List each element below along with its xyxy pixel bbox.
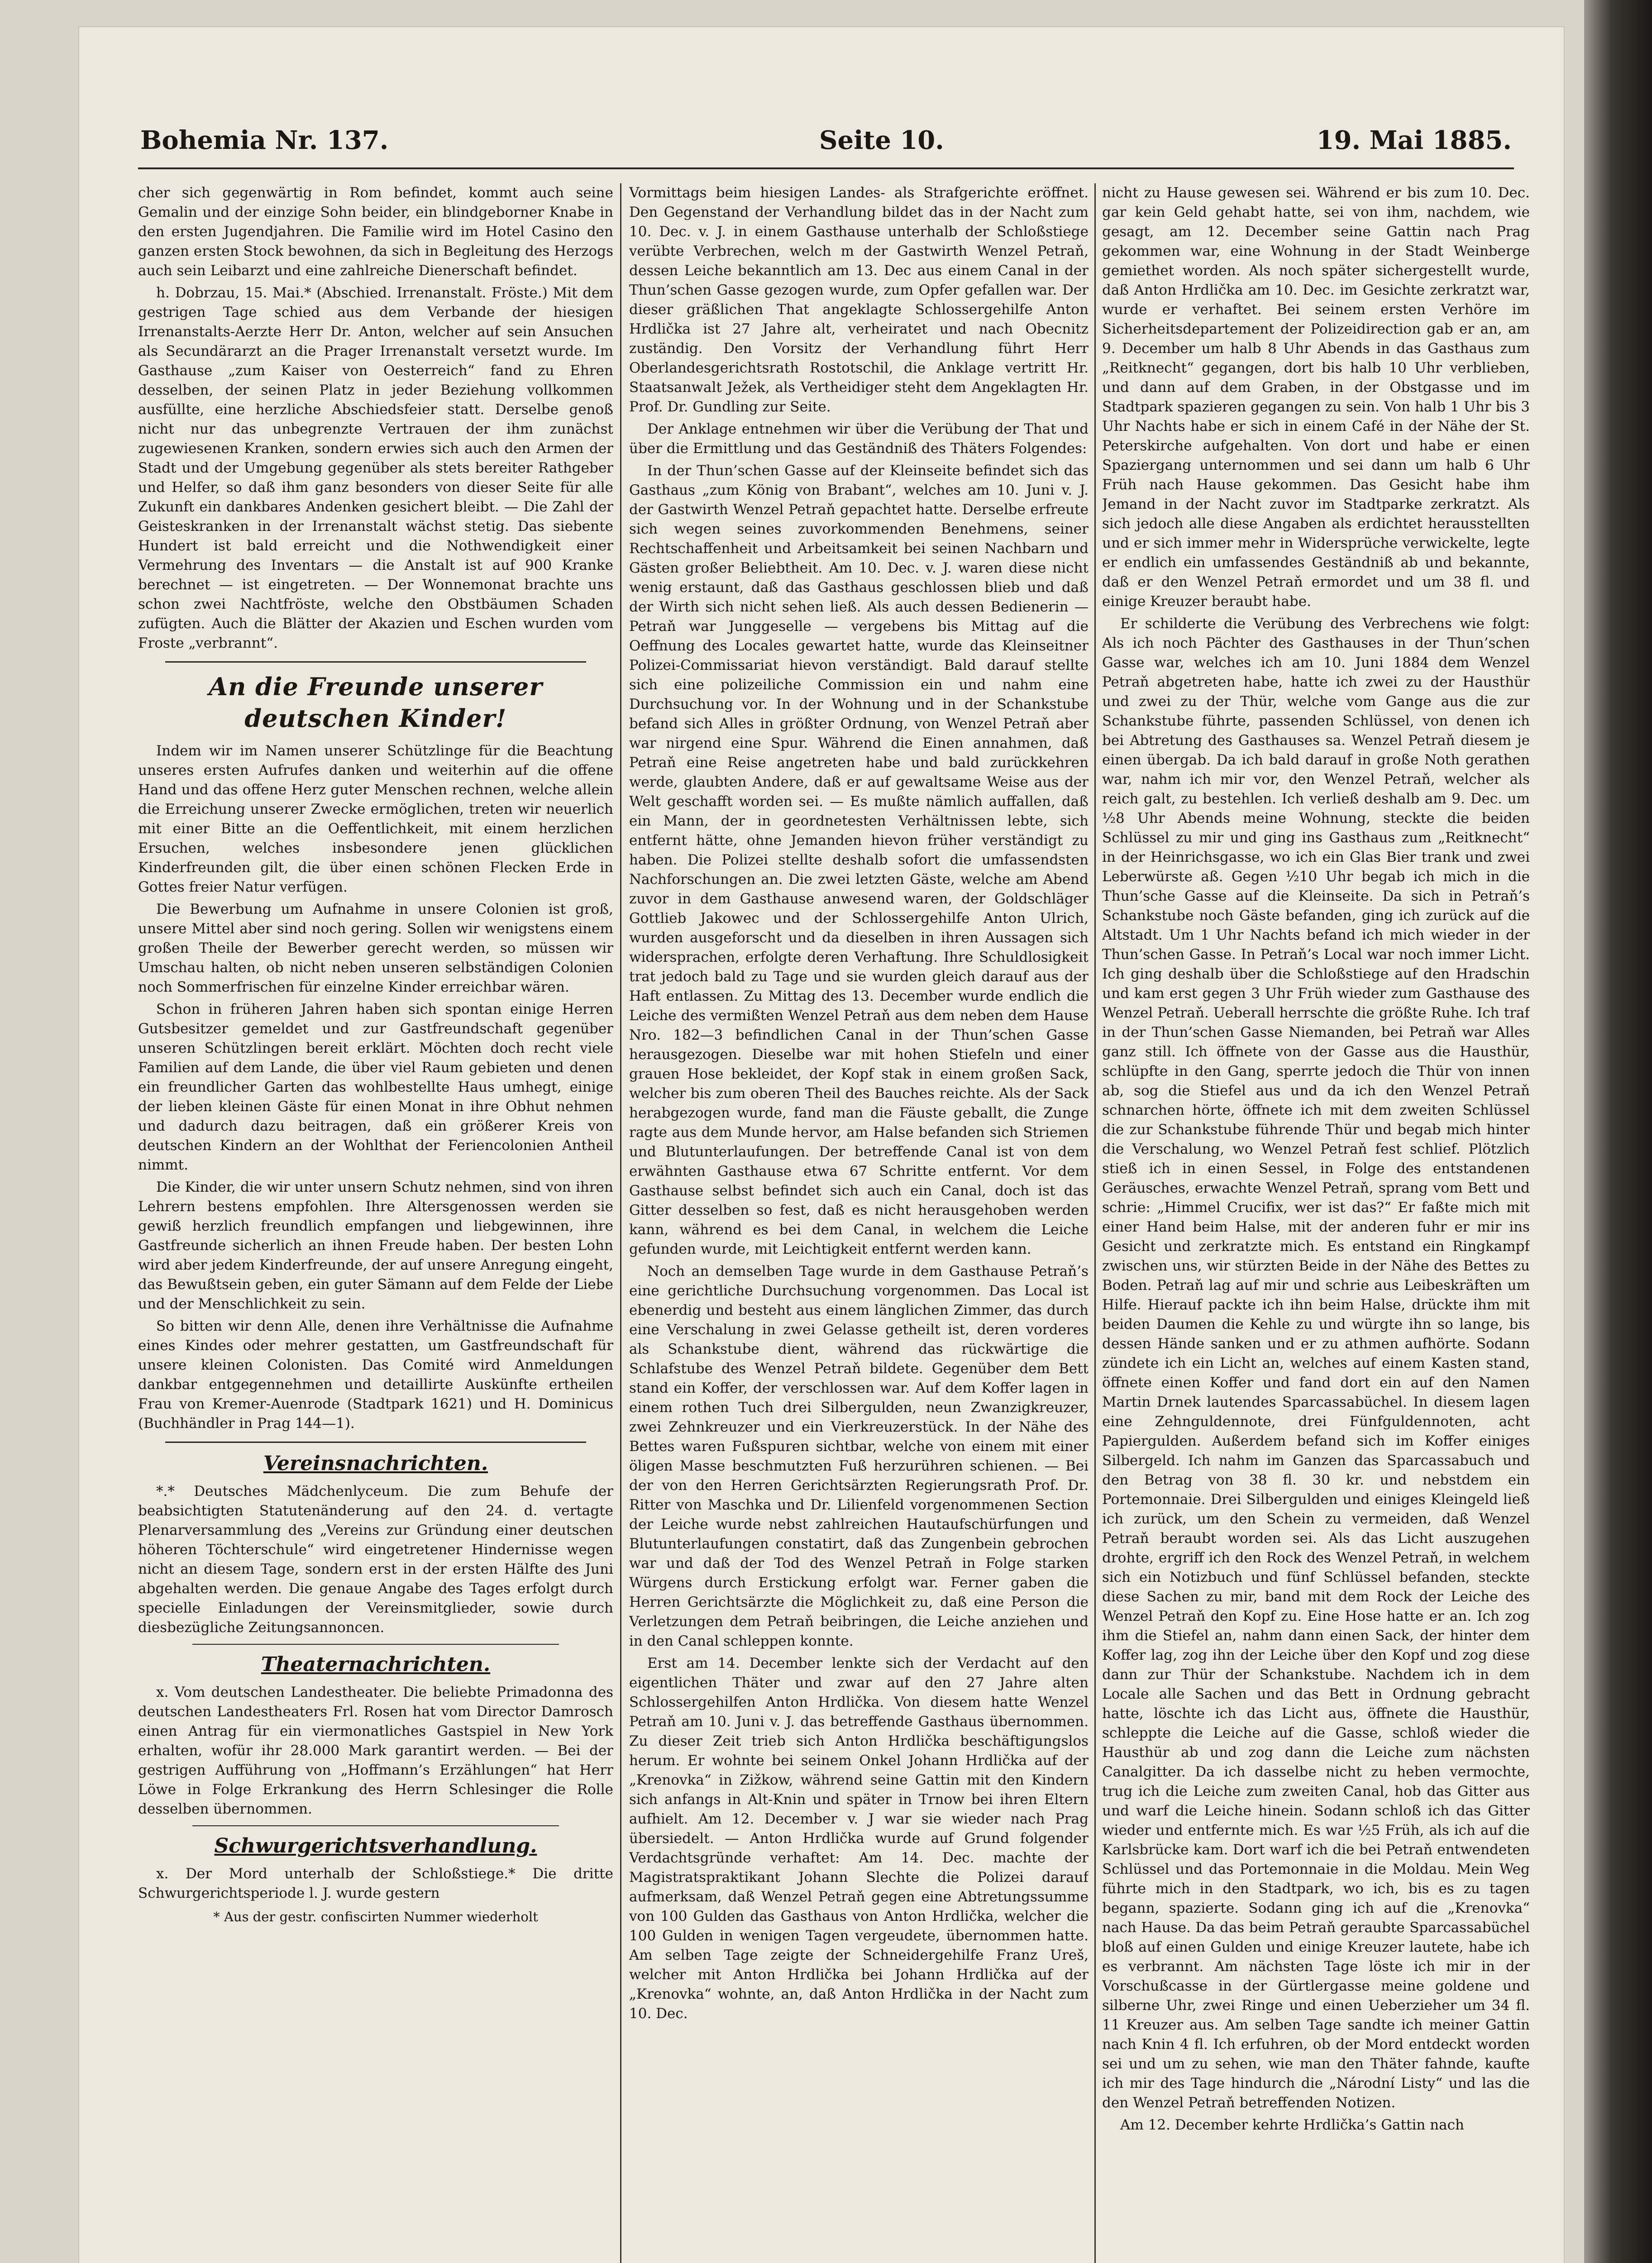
column-2	[629, 183, 1089, 2263]
section-rule	[192, 1825, 559, 1826]
article-text: Er schilderte die Verübung des Verbrechens wie folgt: Als ich noch Pächter des Gasthauses in der Thun’schen Gasse war, welches ich am 10. Juni 1884 dem Wenzel Petraň abgetreten habe, hatte ich zwei zu der Hausthür und zwei zu der Thür, welche vom Gange aus die zur Schankstube führte, passenden Schlüssel, von denen ich bei Abtretung des Gasthauses sa. Wenzel Petraň diesem je einen übergab. Da ich bald darauf in große Noth gerathen war, nahm ich mir vor, den Wenzel Petraň, welcher als reich galt, zu bestehlen. Ich verließ deshalb am 9. Dec. um ½8 Uhr Abends meine Wohnung, steckte die beiden Schlüssel zu mir und ging ins Gasthaus zum „Reitknecht“ in der Heinrichsgasse, wo ich ein Glas Bier trank und zwei Leberwürste aß. Gegen ½10 Uhr begab ich mich in die Thun’sche Gasse auf die Kleinseite. Da sich in Petraň’s Schankstube noch Gäste befanden, ging ich zurück auf die Altstadt. Um 1 Uhr Nachts befand ich mich wieder in der Thun’schen Gasse. In Petraň’s Local war noch immer Licht. Ich ging deshalb über die Schloßstiege auf den Hradschin und kam erst gegen 3 Uhr Früh wieder zum Gasthause des Wenzel Petraň. Ueberall herrschte die größte Ruhe. Ich traf in der Thun’schen Gasse Niemanden, bei Petraň war Alles ganz still. Ich öffnete von der Gasse aus die Hausthür, schlüpfte in den Gang, sperrte jedoch die Thür von innen ab, sog die Stiefel aus und da ich den Wenzel Petraň schnarchen hörte, öffnete ich mit dem zweiten Schlüssel die zur Schankstube führende Thür und begab mich hinter die Verschalung, wo Wenzel Petraň fest schlief. Plötzlich stieß ich in einen Sessel, in Folge des entstandenen Geräusches, erwachte Wenzel Petraň, sprang vom Bett und schrie: „Himmel Crucifix, wer ist das?“ Er faßte mich mit einer Hand beim Halse, mit der anderen fuhr er mir ins Gesicht und zerkratzte mich. Es entstand ein Ringkampf zwischen uns, wir stürzten Beide in der Nähe des Bettes zu Boden. Petraň lag auf mir und schrie aus Leibeskräften um Hilfe. Hierauf packte ich ihn beim Halse, drückte ihm mit beiden Daumen die Kehle zu und würgte ihn so lange, bis dessen Hände sanken und er zu athmen aufhörte. Sodann zündete ich ein Licht an, welches auf einem Kasten stand, öffnete einen Koffer und fand dort ein auf den Namen Martin Drnek lautendes Sparcassabüchel. In diesem lagen eine Zehnguldennote, drei Fünfguldennoten, acht Papiergulden. Außerdem befand sich im Koffer einiges Silbergeld. Ich nahm im Ganzen das Sparcassabuch und den Betrag von 38 fl. 30 kr. und nebstdem ein Portemonnaie. Drei Silbergulden und einiges Kleingeld ließ ich zurück, um den Schein zu vermeiden, daß Wenzel Petraň beraubt worden sei. Als das Licht auszugehen drohte, ergriff ich den Rock des Wenzel Petraň, in welchem sich ein Notizbuch und fünf Schlüssel befanden, steckte diese Sachen zu mir, band mit dem Rock der Leiche des Wenzel Petraň den Kopf zu. Eine Hose hatte er an. Ich zog ihm die Stiefel an, nahm dann einen Sack, der hinter dem Koffer lag, zog ihn der Leiche über den Kopf und zog diese dann zur Thür der Schankstube. Nachdem ich in dem Locale alle Sachen und das Bett in Ordnung gebracht hatte, löschte ich das Licht aus, öffnete die Hausthür, schleppte die Leiche auf die Gasse, schloß wieder die Hausthür ab und zog dann die Leiche zum nächsten Canalgitter. Da ich dasselbe nicht zu heben vermochte, trug ich die Leiche zum zweiten Canal, hob das Gitter aus und warf die Leiche hinein. Sodann schloß ich das Gitter wieder und entfernte mich. Es war ½5 Früh, als ich auf die Karlsbrücke kam. Dort warf ich die bei Petraň entwendeten Schlüssel und das Portemonnaie in die Moldau. Mein Weg führte mich in den Stadtpark, wo ich, bis es zu tagen begann, spazierte. Sodann ging ich auf die „Krenovka“ nach Hause. Da das beim Petraň geraubte Sparcassabüchel bloß auf einen Gulden und einige Kreuzer lautete, habe ich es verbrannt. Am nächsten Tage löste ich mir in der Vorschußcasse in der Gürtlergasse meine goldene und silberne Uhr, zwei Ringe und einen Ueberzieher um 34 fl. 11 Kreuzer aus. Am selben Tage sandte ich meiner Gattin nach Knin 4 fl. Ich erfuhren, ob der Mord entdeckt worden sei und um zu sehen, wie man den Thäter fahnde, kaufte ich mir des Tage hindurch die „Národní Listy“ und las die den Wenzel Petraň betreffenden Notizen.	[1102, 616, 1530, 2111]
article-text: cher sich gegenwärtig in Rom befindet, kommt auch seine Gemalin und der einzige Sohn beider, ein blindgeborner Knabe in den ersten Jugendjahren. Die Familie wird im Hotel Casino den ganzen ersten Stock bewohnen, da sich in Begleitung des Herzogs auch sein Leibarzt und eine zahlreiche Dienerschaft befindet.	[138, 185, 613, 279]
article-text: Am 12. December kehrte Hrdlička’s Gattin nach	[1120, 2117, 1464, 2133]
column-3	[1102, 183, 1530, 2263]
appeal-heading: An die Freunde unserer deutschen Kinder!	[209, 672, 543, 733]
news-item-dobrzau: h. Dobrzau, 15. Mai.* (Abschied. Irrenanstalt. Fröste.) Mit dem gestrigen Tage schied aus dem Verbande der hiesigen Irrenanstalts-Aerzte Herr Dr. Anton, welcher auf sein Ansuchen als Secundärarzt an die Prager Irrenanstalt versetzt wurde. Im Gasthause „zum Kaiser von Oesterreich“ fand zu Ehren desselben, der seinen Platz in jeder Beziehung vollkommen ausfüllte, eine herzliche Abschiedsfeier statt. Derselbe genoß nicht nur das unbegrenzte Vertrauen der ihm zunächst zugewiesenen Kranken, sondern erwies sich auch den Armen der Stadt und der Umgebung gegenüber als stets bereiter Rathgeber und Helfer, so daß ihm ganz besonders von dieser Seite für alle Zukunft ein dankbares Andenken gesichert bleibt. — Die Zahl der Geisteskranken in der Irrenanstalt wächst stetig. Das siebente Hundert ist bald erreicht und die Nothwendigkeit einer Vermehrung des Inventars — die Anstalt ist auf 900 Kranke berechnet — ist eingetreten. — Der Wonnemonat brachte uns schon zwei Nachtfröste, welche den Obstbäumen Schaden zufügten. Auch die Blätter der Akazien und Eschen wurden vom Froste „verbrannt“.	[138, 285, 613, 651]
section-rule	[165, 661, 586, 663]
issue-date: 19. Mai 1885.	[1316, 125, 1512, 155]
appeal-paragraph: Indem wir im Namen unserer Schützlinge für die Beachtung unseres ersten Aufrufes danken und weiterhin auf die offene Hand und das offene Herz guter Menschen rechnen, welche allein die Erreichung unserer Zwecke ermöglichen, treten wir neuerlich mit einer Bitte an die Oeffentlichkeit, mit einem herzlichen Ersuchen, welches insbesondere jenen glücklichen Kinderfreunden gilt, die über einen schönen Flecken Erde in Gottes freier Natur verfügen.	[138, 743, 613, 895]
appeal-paragraph: Die Bewerbung um Aufnahme in unsere Colonien ist groß, unsere Mittel aber sind noch gering. Sollen wir wenigstens einem großen Theile der Bewerber gerecht werden, so müssen wir Umschau halten, ob nicht neben unseren selbständigen Colonien noch Sommerfrischen für einzelne Kinder erreichbar wären.	[138, 901, 613, 995]
appeal-paragraph: So bitten wir denn Alle, denen ihre Verhältnisse die Aufnahme eines Kindes oder mehrer gestatten, um Gastfreundschaft für unsere kleinen Colonisten. Das Comité wird Anmeldungen dankbar entgegennehmen und detaillirte Auskünfte ertheilen Frau von Kremer-Auenrode (Stadtpark 1621) und H. Dominicus (Buchhändler in Prag 144—1).	[138, 1318, 613, 1432]
article-text: nicht zu Hause gewesen sei. Während er bis zum 10. Dec. gar kein Geld gehabt hatte, sei von ihm, nachdem, wie gesagt, am 12. December seine Gattin nach Prag gekommen war, eine Wohnung in der Stadt Weinberge gemiethet worden. Als noch später sichergestellt wurde, daß Anton Hrdlička am 10. Dec. im Gesichte zerkratzt war, wurde er verhaftet. Bei seinem ersten Verhöre im Sicherheitsdepartement der Polizeidirection gab er an, am 9. December um halb 8 Uhr Abends in das Gasthaus zum „Reitknecht“ gegangen, dort bis halb 10 Uhr verblieben, und dann auf dem Graben, in der Obstgasse und im Stadtpark spazieren gegangen zu sein. Von halb 1 Uhr bis 3 Uhr Nachts habe er sich in einem Café in der Nähe der St. Peterskirche aufgehalten. Von dort und habe er einen Spaziergang unternommen und sei dann um halb 6 Uhr Früh nach Hause gekommen. Das Gesicht habe ihm Jemand in der Nacht zuvor im Stadtparke zerkratzt. Als sich jedoch alle diese Angaben als erdichtet herausstellten und er sich immer mehr in Widersprüche verwickelte, legte er endlich ein umfassendes Geständniß ab und bekannte, daß er den Wenzel Petraň ermordet und um 38 fl. und einige Kreuzer beraubt habe.	[1102, 185, 1530, 610]
page-number: Seite 10.	[819, 125, 944, 155]
column-1	[138, 183, 613, 2263]
news-item-landestheater: x. Vom deutschen Landestheater. Die beliebte Primadonna des deutschen Landestheaters Frl. Rosen hat vom Director Damrosch einen Antrag für ein viermonatliches Gastspiel in New York erhalten, wofür ihr 28.000 Mark garantirt werden. — Bei der gestrigen Aufführung von „Hoffmann’s Erzählungen“ hat Herr Löwe in Folge Erkrankung des Herrn Schlesinger die Rolle desselben übernommen.	[138, 1684, 613, 1817]
article-text: In der Thun’schen Gasse auf der Kleinseite befindet sich das Gasthaus „zum König von Brabant“, welches am 10. Juni v. J. der Gastwirth Wenzel Petraň gepachtet hatte. Derselbe erfreute sich wegen seines zuvorkommenden Benehmens, seiner Rechtschaffenheit und Arbeitsamkeit bei seinen Nachbarn und Gästen großer Beliebtheit. Am 10. Dec. v. J. waren diese nicht wenig erstaunt, daß das Gasthaus geschlossen blieb und daß der Wirth sich nicht sehen ließ. Als auch dessen Bedienerin — Petraň war Junggeselle — vergebens bis Mittag auf die Oeffnung des Locales gewartet hatte, wurde das Kleinseitner Polizei-Commissariat hievon verständigt. Bald darauf stellte sich eine polizeiliche Commission ein und nahm eine Durchsuchung vor. In der Wohnung und in der Schankstube befand sich Alles in größter Ordnung, von Wenzel Petraň aber war nirgend eine Spur. Während die Einen annahmen, daß Petraň eine Reise angetreten habe und bald zurückkehren werde, glaubten Andere, daß er auf gewaltsame Weise aus der Welt geschafft worden sei. — Es mußte nämlich auffallen, daß ein Mann, der in geordnetesten Verhältnissen lebte, sich entfernt hätte, ohne Jemanden hievon früher verständigt zu haben. Die Polizei stellte deshalb sofort die umfassendsten Nachforschungen an. Die zwei letzten Gäste, welche am Abend zuvor in dem Gasthause anwesend waren, der Goldschläger Gottlieb Jakowec und der Schlossergehilfe Anton Ulrich, wurden ausgeforscht und da dieselben in ihren Aussagen sich widersprachen, erfolgte deren Verhaftung. Ihre Schuldlosigkeit trat jedoch bald zu Tage und sie wurden gleich darauf aus der Haft entlassen. Zu Mittag des 13. December wurde endlich die Leiche des vermißten Wenzel Petraň aus dem neben dem Hause Nro. 182—3 befindlichen Canal in der Thun’schen Gasse herausgezogen. Dieselbe war mit hohen Stiefeln und einer grauen Hose bekleidet, der Kopf stak in einem großen Sack, welcher bis zum oberen Theil des Bauches reichte. Als der Sack herabgezogen wurde, fand man die Fäuste geballt, die Zunge ragte aus dem Munde hervor, am Halse befanden sich Striemen und Blutunterlaufungen. Der betreffende Canal ist von dem erwähnten Gasthause etwa 67 Schritte entfernt. Vor dem Gasthause selbst befindet sich auch ein Canal, doch ist das Gitter desselben so fest, daß es nicht herausgehoben werden kann, während es bei dem Canal, in welchem die Leiche gefunden wurde, mit Leichtigkeit entfernt werden kann.	[629, 463, 1089, 1257]
appeal-paragraph: Schon in früheren Jahren haben sich spontan einige Herren Gutsbesitzer gemeldet und zur Gastfreundschaft gegenüber unseren Schützlingen bereit erklärt. Möchten doch recht viele Familien auf dem Lande, die über viel Raum gebieten und denen ein freundlicher Garten das wohlbestellte Haus umhegt, einige der lieben kleinen Gäste für einen Monat in ihre Obhut nehmen und dadurch dazu beitragen, daß ein größerer Kreis von deutschen Kindern an der Wohlthat der Feriencolonien Antheil nimmt.	[138, 1001, 613, 1173]
news-item-maedchenlyceum: *.* Deutsches Mädchenlyceum. Die zum Behufe der beabsichtigten Statutenänderung auf den 24. d. vertagte Plenarversammlung des „Vereins zur Gründung einer deutschen höheren Töchterschule“ wird eingetretener Hindernisse wegen nicht an diesem Tage, sondern erst in der ersten Hälfte des Juni abgehalten werden. Die genaue Angabe des Tages erfolgt durch specielle Einladungen der Vereinsmitglieder, sowie durch diesbezügliche Zeitungsannoncen.	[138, 1483, 613, 1636]
column-divider-1	[620, 183, 621, 2263]
page-header	[140, 113, 1512, 167]
article-text: Der Anklage entnehmen wir über die Verübung der That und über die Ermittlung und das Geständniß des Thäters Folgendes:	[629, 421, 1089, 457]
article-text: Erst am 14. December lenkte sich der Verdacht auf den eigentlichen Thäter und zwar auf den 27 Jahre alten Schlossergehilfen Anton Hrdlička. Von diesem hatte Wenzel Petraň am 10. Juni v. J. das betreffende Gasthaus übernommen. Zu dieser Zeit trieb sich Anton Hrdlička beschäftigungslos herum. Er wohnte bei seinem Onkel Johann Hrdlička auf der „Krenovka“ in Zižkow, während seine Gattin mit den Kindern sich anfangs in Alt-Knin und später in Trnow bei ihren Eltern aufhielt. Am 12. December v. J war sie wieder nach Prag übersiedelt. — Anton Hrdlička wurde auf Grund folgender Verdachtsgründe verhaftet: Am 14. Dec. machte der Magistratspraktikant Johann Slechte die Polizei darauf aufmerksam, daß Wenzel Petraň gegen eine Abtretungssumme von 100 Gulden das Gasthaus von Anton Hrdlička, welcher die 100 Gulden in wenigen Tagen vergeudete, übernommen hatte. Am selben Tage zeigte der Schneidergehilfe Franz Ureš, welcher mit Anton Hrdlička bei Johann Hrdlička auf der „Krenovka“ wohnte, an, daß Anton Hrdlička in der Nacht zum 10. Dec.	[629, 1655, 1089, 2022]
column-divider-2	[1094, 183, 1096, 2263]
section-heading-theaternachrichten: Theaternachrichten.	[261, 1653, 491, 1676]
paper-name-issue: Bohemia Nr. 137.	[140, 125, 389, 155]
section-heading-schwurgericht: Schwurgerichtsverhandlung.	[214, 1834, 537, 1857]
page-edge-shadow	[1584, 0, 1652, 2263]
news-item-mord: x. Der Mord unterhalb der Schloßstiege.* Die dritte Schwurgerichtsperiode l. J. wurde gestern	[138, 1866, 613, 1901]
section-rule	[165, 1442, 586, 1443]
article-text: Vormittags beim hiesigen Landes- als Strafgerichte eröffnet. Den Gegenstand der Verhandlung bildet das in der Nacht zum 10. Dec. v. J. in einem Gasthause unterhalb der Schloßstiege verübte Verbrechen, welch m der Gastwirth Wenzel Petraň, dessen Leiche bekanntlich am 13. Dec aus einem Canal in der Thun’schen Gasse gezogen wurde, zum Opfer gefallen war. Der dieser gräßlichen That angeklagte Schlossergehilfe Anton Hrdlička ist 27 Jahre alt, verheiratet und nach Obecnitz zuständig. Den Vorsitz der Verhandlung führt Herr Oberlandesgerichtsrath Rostotschil, die Anklage vertritt Hr. Staatsanwalt Ježek, als Vertheidiger steht dem Angeklagten Hr. Prof. Dr. Gundling zur Seite.	[629, 185, 1089, 415]
section-rule	[192, 1644, 559, 1645]
newspaper-page	[79, 27, 1564, 2263]
article-text: Noch an demselben Tage wurde in dem Gasthause Petraň’s eine gerichtliche Durchsuchung vorgenommen. Das Local ist ebenerdig und besteht aus einem länglichen Zimmer, das durch eine Verschalung in zwei Gelasse getheilt ist, deren vorderes als Schankstube dient, während das rückwärtige die Schlafstube des Wenzel Petraň bildete. Gegenüber dem Bett stand ein Koffer, der verschlossen war. Auf dem Koffer lagen in einem rothen Tuch drei Silbergulden, neun Zwanzigkreuzer, zwei Zehnkreuzer und ein Vierkreuzerstück. In der Nähe des Bettes waren Fußspuren sichtbar, welche von einem mit einer öligen Masse beschmutzten Fuß herzurühren schienen. — Bei der von den Herren Gerichtsärzten Regierungsrath Prof. Dr. Ritter von Maschka und Dr. Lilienfeld vorgenommenen Section der Leiche wurde nebst zahlreichen Hautaufschürfungen und Blutunterlaufungen constatirt, daß das Zungenbein gebrochen war und daß der Tod des Wenzel Petraň in Folge starken Würgens durch Erstickung erfolgt war. Ferner gaben die Herren Gerichtsärzte die Möglichkeit zu, daß eine Person die Verletzungen dem Petraň beibringen, die Leiche anziehen und in den Canal schleppen konnte.	[629, 1263, 1089, 1649]
section-heading-vereinsnachrichten: Vereinsnachrichten.	[263, 1452, 488, 1475]
header-rule	[138, 167, 1514, 169]
footnote: * Aus der gestr. confiscirten Nummer wiederholt	[213, 1909, 538, 1924]
appeal-paragraph: Die Kinder, die wir unter unsern Schutz nehmen, sind von ihren Lehrern bestens empfohlen. Ihre Altersgenossen werden sie gewiß herzlich freundlich empfangen und liebgewinnen, ihre Gastfreunde sicherlich an ihnen Freude haben. Der besten Lohn wird aber jedem Kinderfreunde, der auf unsere Anregung eingeht, das Bewußtsein geben, ein guter Sämann auf dem Felde der Liebe und der Menschlichkeit zu sein.	[138, 1179, 613, 1312]
